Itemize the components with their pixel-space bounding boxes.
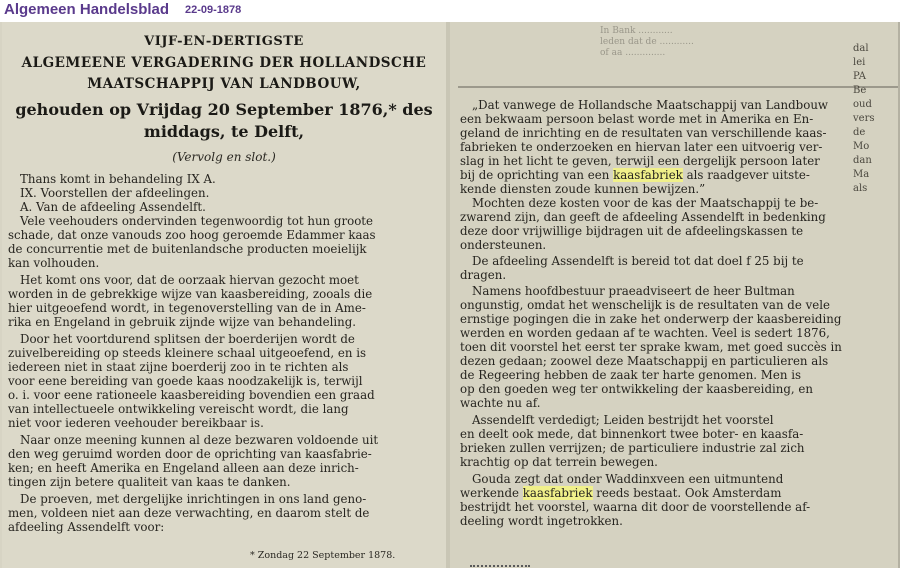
- newspaper-clipping: [0, 22, 900, 568]
- right-text-line: kende diensten zoude kunnen bewijzen.”: [460, 182, 706, 196]
- side-fragment-word: vers: [853, 113, 875, 124]
- right-text-line: bestrijdt het voorstel, waarna dit door de voorstellende af-: [460, 500, 811, 514]
- left-text-line: Thans komt in behandeling IX A.: [20, 172, 216, 186]
- left-text-line: men, voldeen niet aan deze verwachting, en daarom stelt de: [8, 506, 370, 520]
- text-part: werkende: [460, 486, 523, 500]
- title-line-2: ALGEMEENE VERGADERING DER HOLLANDSCHE: [21, 55, 427, 71]
- clipping-header: [0, 0, 900, 22]
- right-text-line: ernstige pogingen die in zake het onderwerp der kaasbereiding: [460, 312, 842, 326]
- title-line-5: middags, te Delft,: [143, 122, 305, 141]
- right-text-line: ondersteunen.: [460, 238, 547, 252]
- left-text-line: afdeeling Assendelft voor:: [8, 520, 165, 534]
- side-fragment-word: PA: [853, 71, 867, 82]
- right-column: [450, 22, 898, 568]
- side-fragment-word: oud: [853, 99, 872, 110]
- left-text-line: o. i. voor eene rationeele kaasbereiding bovendien een graad: [8, 388, 375, 402]
- side-fragment-word: dal: [853, 43, 869, 54]
- left-text-line: tingen zijn betere qualiteit van kaas te danken.: [8, 475, 291, 489]
- side-fragment-word: lei: [853, 57, 866, 68]
- left-text-line: Het komt ons voor, dat de oorzaak hiervan gezocht moet: [20, 273, 359, 287]
- left-text-line: den weg geruimd worden door de oprichting van kaasfabrie-: [8, 447, 372, 461]
- side-fragment-word: Ma: [853, 169, 870, 180]
- dotted-separator: [470, 565, 530, 567]
- right-text-line: deze door vrijwillige bijdragen uit de afdeelingskassen te: [460, 224, 804, 238]
- side-fragment-word: dan: [853, 155, 872, 166]
- left-text-line: worden in de gebrekkige wijze van kaasbereiding, zooals die: [8, 287, 373, 301]
- left-text-line: voor eene bereiding van goede kaas noodzakelijk is, terwijl: [8, 374, 363, 388]
- right-text-line: geland de inrichting en de resultaten van verschillende kaas-: [460, 126, 827, 140]
- left-text-line: de concurrentie met de buitenlandsche producten moeielijk: [8, 242, 367, 256]
- section-rule: [458, 86, 898, 88]
- text-part: reeds bestaat. Ook Amsterdam: [592, 486, 782, 500]
- right-text-line: krachtig op dat terrein bewegen.: [460, 455, 658, 469]
- faint-top-fragment: In Bank ............ leden dat de ............ of aa ..............: [600, 26, 694, 58]
- side-fragment: [853, 42, 900, 196]
- side-fragment-word: als: [853, 183, 868, 194]
- left-text-line: Door het voortdurend splitsen der boerderijen wordt de: [20, 332, 355, 346]
- right-text-line: Namens hoofdbestuur praeadviseert de heer Bultman: [472, 284, 795, 298]
- left-text-line: zuivelbereiding op steeds kleinere schaal uitgeoefend, en is: [8, 346, 367, 360]
- left-text-line: kan volhouden.: [8, 256, 100, 270]
- right-text-line: Mochten deze kosten voor de kas der Maatschappij te be-: [472, 196, 819, 210]
- title-line-4: gehouden op Vrijdag 20 September 1876,* des: [15, 100, 433, 119]
- right-text-line: wachte nu af.: [460, 396, 541, 410]
- right-text-line: brieken zullen verrijzen; de particuliere industrie zal zich: [460, 441, 805, 455]
- left-text-line: Naar onze meening kunnen al deze bezwaren voldoende uit: [20, 433, 379, 447]
- left-text-line: hier uitgeoefend wordt, in tegenoverstelling van de in Ame-: [8, 301, 366, 315]
- left-column: [2, 22, 446, 568]
- title-line-1: VIJF-EN-DERTIGSTE: [144, 34, 304, 49]
- title-line-3: MAATSCHAPPIJ VAN LANDBOUW,: [87, 76, 361, 92]
- text-part: als raadgever uitste-: [682, 168, 810, 182]
- left-text-line: niet voor iederen veehouder bereikbaar is.: [8, 416, 264, 430]
- left-text-line: De proeven, met dergelijke inrichtingen in ons land geno-: [20, 492, 367, 506]
- right-text-line: en deelt ook mede, dat binnenkort twee boter- en kaasfa-: [460, 427, 804, 441]
- text-part: bij de oprichting van een: [460, 168, 614, 182]
- right-text-line: slag in het licht te geven, terwijl een dergelijk persoon later: [460, 154, 820, 168]
- right-text-line: „Dat vanwege de Hollandsche Maatschappij van Landbouw: [472, 98, 829, 112]
- left-text-line: A. Van de afdeeling Assendelft.: [20, 200, 206, 214]
- left-text-line: Vele veehouders ondervinden tegenwoordig tot hun groote: [20, 214, 374, 228]
- right-text-line-with-highlight: [460, 168, 810, 182]
- right-text-line: een bekwaam persoon belast worde met in Amerika en En-: [460, 112, 814, 126]
- right-text-line: Gouda zegt dat onder Waddinxveen een uitmuntend: [472, 472, 784, 486]
- left-text-line: iedereen niet in staat zijne boerderij zoo in te richten als: [8, 360, 349, 374]
- right-text-line: toen dit voorstel het eerst ter sprake kwam, met goed succès in: [460, 340, 842, 354]
- publication-date: 22-09-1878: [185, 4, 242, 16]
- right-text-line: de Regeering hebben de zaak ter harte genomen. Men is: [460, 368, 802, 382]
- right-text-line: dezen gedaan; zoowel deze Maatschappij en particulieren als: [460, 354, 829, 368]
- right-text-line: op den goeden weg ter ontwikkeling der kaasbereiding, en: [460, 382, 813, 396]
- right-text-line: zwarend zijn, dan geeft de afdeeling Assendelft in bedenking: [460, 210, 826, 224]
- left-text-line: schade, dat onze vanouds zoo hoog geroemde Edammer kaas: [8, 228, 376, 242]
- right-text-line: fabrieken te onderzoeken en hiervan later een uitvoerig ver-: [460, 140, 823, 154]
- side-fragment-word: Mo: [853, 141, 870, 152]
- right-text-line: Assendelft verdedigt; Leiden bestrijdt het voorstel: [472, 413, 774, 427]
- footnote: * Zondag 22 September 1878.: [250, 550, 396, 561]
- side-fragment-word: de: [853, 127, 866, 138]
- right-text-line: ongunstig, omdat het wenschelijk is de resultaten van de vele: [460, 298, 830, 312]
- publication-title: Algemeen Handelsblad: [4, 1, 170, 18]
- right-text-line: deeling wordt ingetrokken.: [460, 514, 623, 528]
- continuation-note: (Vervolg en slot.): [172, 150, 276, 164]
- right-text-line-with-highlight: [460, 486, 781, 500]
- side-fragment-word: Be: [853, 85, 867, 96]
- right-text-line: werden en worden gedaan af te wachten. Veel is sedert 1876,: [460, 326, 830, 340]
- left-text-line: rika en Engeland in gebruik zijnde wijze van behandeling.: [8, 315, 357, 329]
- left-text-line: ken; en heeft Amerika en Engeland alleen aan deze inrich-: [8, 461, 359, 475]
- right-text-line: De afdeeling Assendelft is bereid tot dat doel f 25 bij te: [472, 254, 804, 268]
- left-text-line: van intellectueele ontwikkeling vereischt wordt, die lang: [8, 402, 349, 416]
- left-text-line: IX. Voorstellen der afdeelingen.: [20, 186, 210, 200]
- highlighted-word: kaasfabriek: [522, 486, 593, 500]
- highlighted-word: kaasfabriek: [613, 168, 683, 182]
- right-text-line: dragen.: [460, 268, 507, 282]
